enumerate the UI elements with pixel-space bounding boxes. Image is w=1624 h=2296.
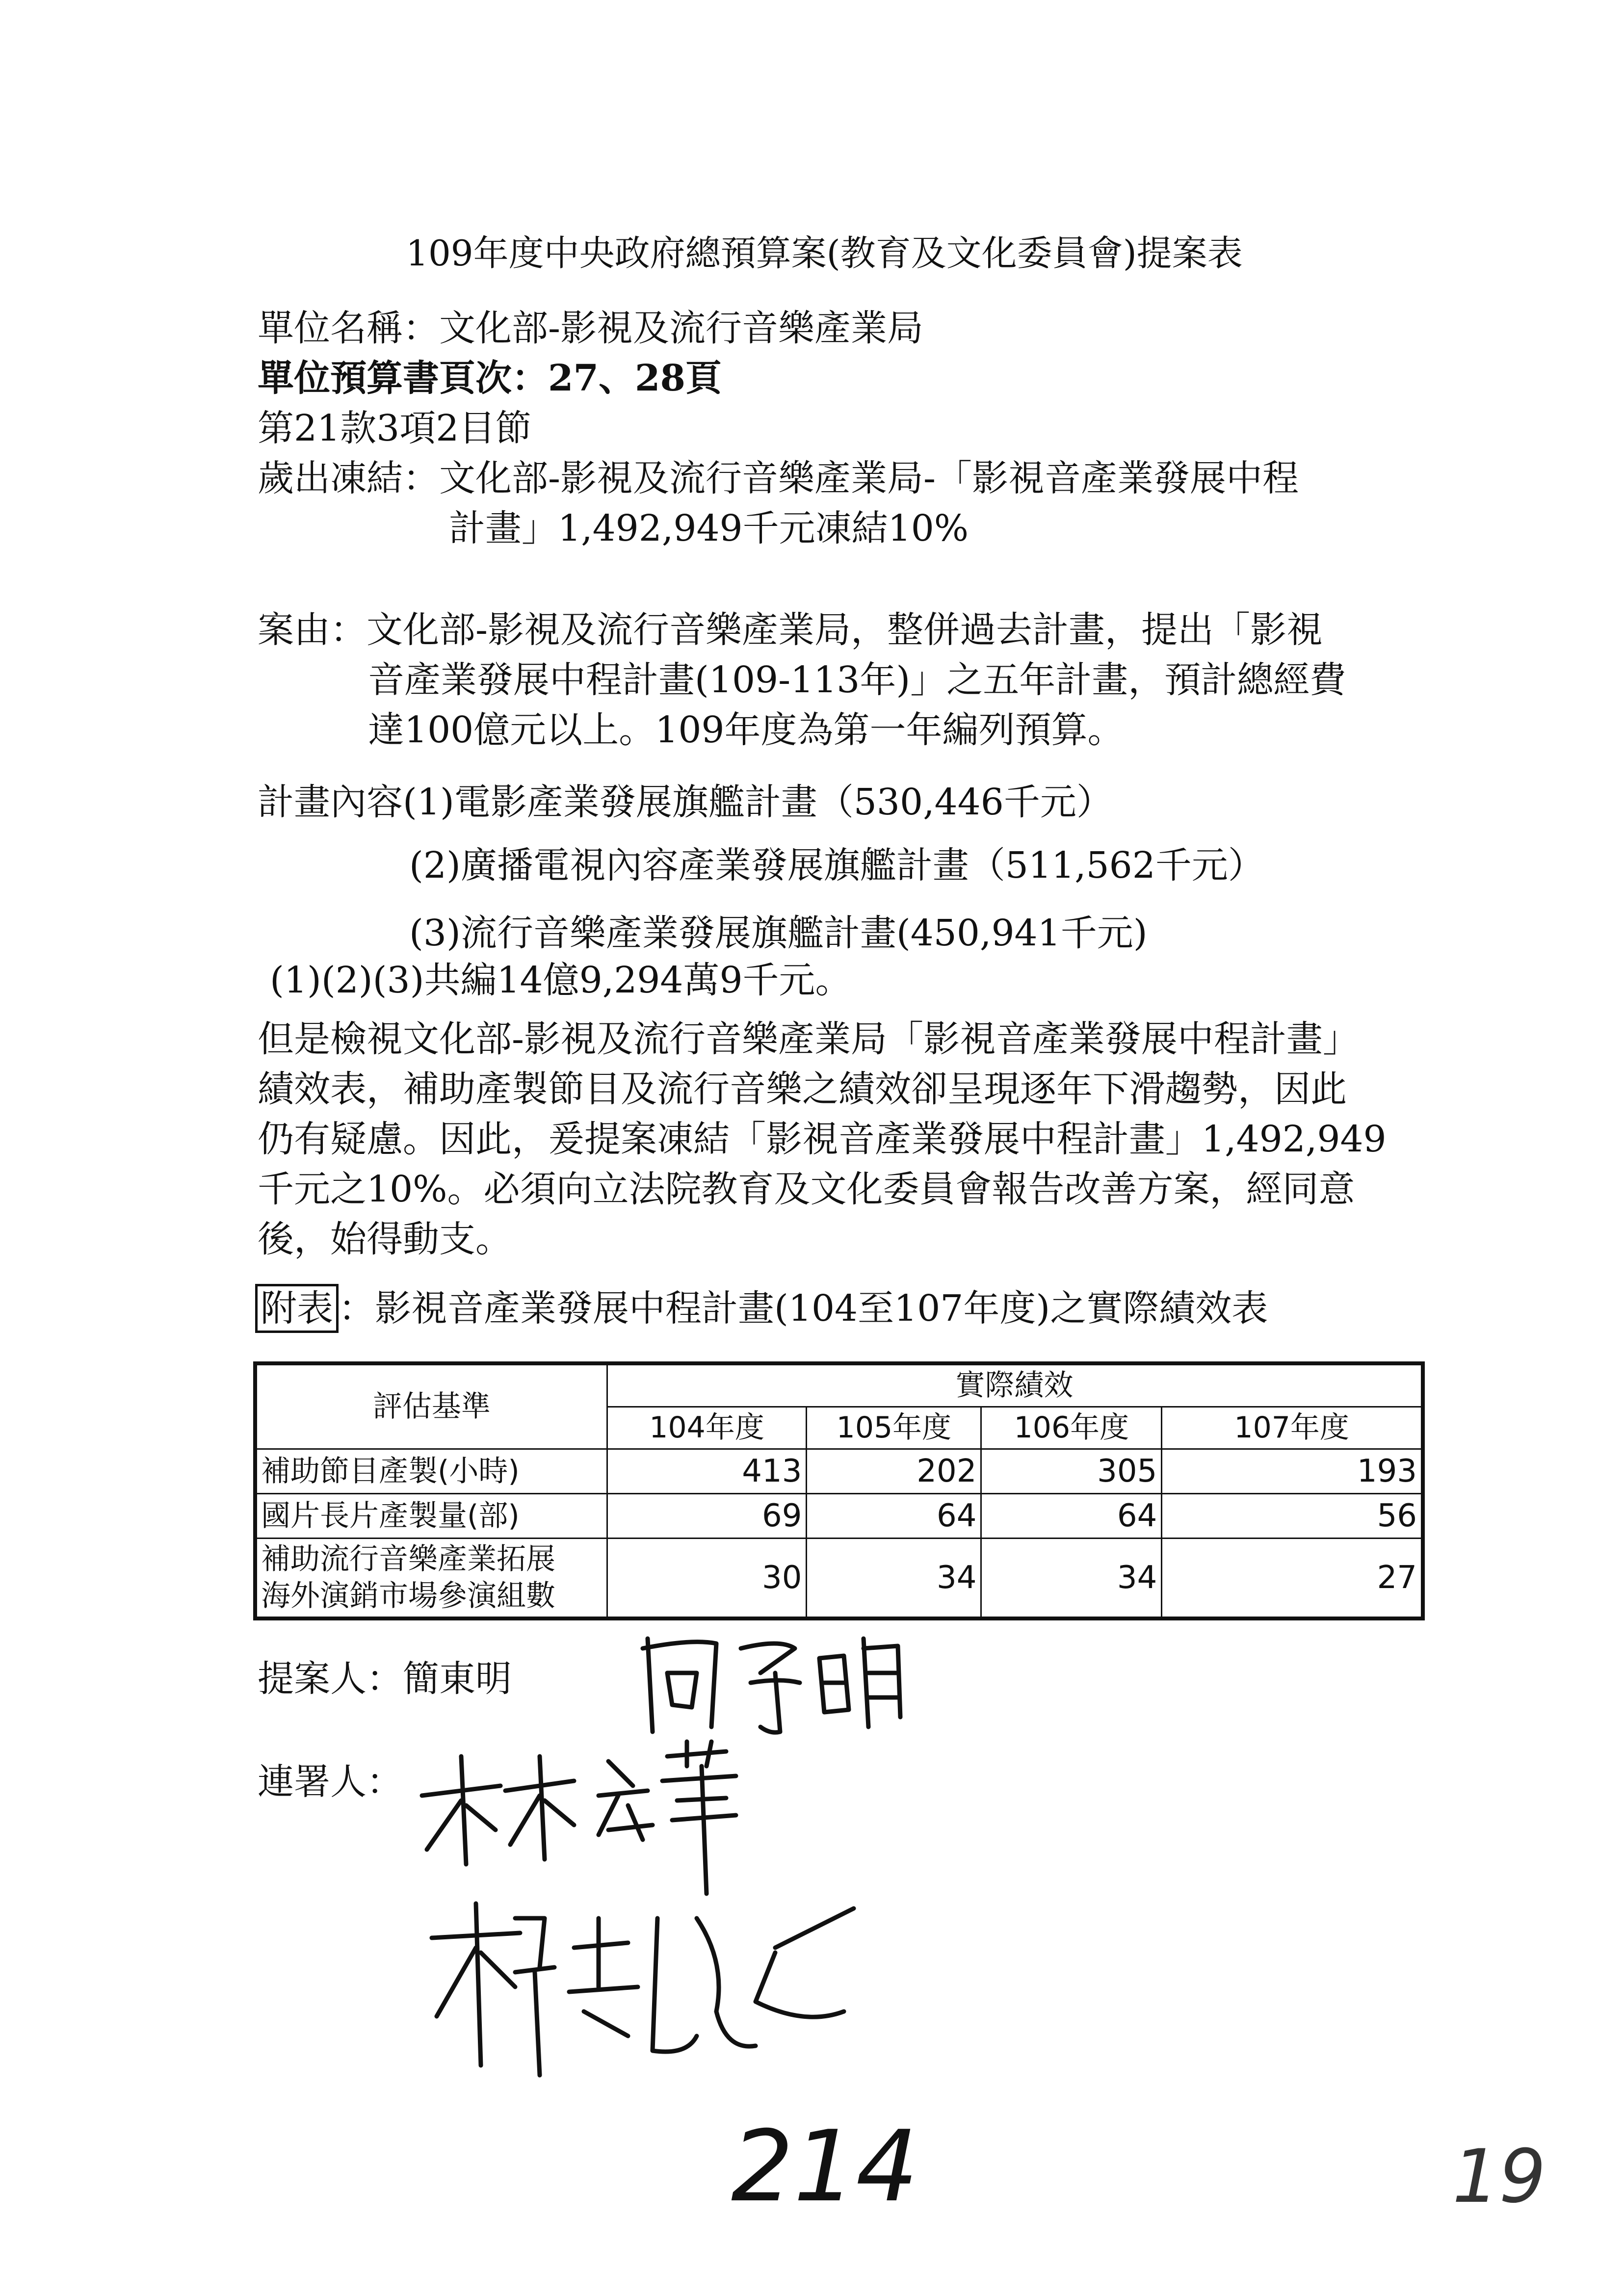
table-row — [255, 1539, 1423, 1619]
row-label: 國片長片產製量(部) — [255, 1494, 607, 1539]
plan-total: (1)(2)(3)共編14億9,294萬9千元。 — [270, 959, 852, 1001]
table-row — [255, 1494, 1423, 1539]
proposer-signature — [633, 1619, 908, 1747]
budget-section: 第21款3項2目節 — [258, 407, 532, 449]
table-row — [255, 1449, 1423, 1494]
cell-value: 69 — [607, 1494, 807, 1539]
row-label-line-1: 補助流行音樂產業拓展 — [261, 1542, 555, 1576]
appendix-caption-text: ：影視音產業發展中程計畫(104至107年度)之實際績效表 — [339, 1287, 1268, 1330]
body-line-5: 後，始得動支。 — [258, 1218, 512, 1260]
reason-line-3: 達100億元以上。109年度為第一年編列預算。 — [368, 709, 1124, 751]
freeze-line-1: 歲出凍結：文化部-影視及流行音樂產業局-「影視音產業發展中程 — [258, 457, 1299, 499]
cosigners-label: 連署人： — [258, 1761, 403, 1803]
cosigner-signature-1 — [412, 1737, 765, 1899]
handwritten-page-number: 214 — [731, 2110, 918, 2224]
proposer: 提案人：簡東明 — [258, 1658, 512, 1700]
cell-value: 413 — [607, 1449, 807, 1494]
year-header: 107年度 — [1162, 1407, 1423, 1449]
cell-value: 64 — [981, 1494, 1162, 1539]
handwritten-corner-number: 19 — [1452, 2134, 1546, 2219]
performance-table — [253, 1361, 1425, 1620]
reason-line-2: 音產業發展中程計畫(109-113年)」之五年計畫，預計總經費 — [368, 659, 1346, 701]
cell-value: 305 — [981, 1449, 1162, 1494]
cell-value: 30 — [607, 1539, 807, 1619]
unit-name: 單位名稱：文化部-影視及流行音樂產業局 — [258, 307, 924, 349]
appendix-tag: 附表 — [255, 1284, 339, 1333]
row-label: 補助節目產製(小時) — [255, 1449, 607, 1494]
year-header: 105年度 — [807, 1407, 981, 1449]
budget-pages: 單位預算書頁次：27、28頁 — [258, 357, 722, 399]
table-header-row — [255, 1363, 1423, 1407]
cell-value: 56 — [1162, 1494, 1423, 1539]
body-line-1: 但是檢視文化部-影視及流行音樂產業局「影視音產業發展中程計畫」 — [258, 1018, 1360, 1060]
row-label-line-2: 海外演銷市場參演組數 — [261, 1579, 555, 1613]
plan-line-1: 計畫內容(1)電影產業發展旗艦計畫（530,446千元） — [258, 781, 1113, 823]
cell-value: 34 — [981, 1539, 1162, 1619]
cell-value: 27 — [1162, 1539, 1423, 1619]
cell-value: 202 — [807, 1449, 981, 1494]
cosigner-signature-2 — [422, 1889, 864, 2095]
plan-line-2: (2)廣播電視內容產業發展旗艦計畫（511,562千元） — [409, 844, 1264, 887]
cell-value: 64 — [807, 1494, 981, 1539]
row-label — [255, 1539, 607, 1619]
criteria-header: 評估基準 — [255, 1363, 607, 1449]
body-line-4: 千元之10%。必須向立法院教育及文化委員會報告改善方案，經同意 — [258, 1168, 1355, 1210]
document-title: 109年度中央政府總預算案(教育及文化委員會)提案表 — [406, 233, 1243, 274]
appendix-caption — [255, 1287, 1268, 1330]
body-line-3: 仍有疑慮。因此，爰提案凍結「影視音產業發展中程計畫」1,492,949 — [258, 1118, 1387, 1160]
freeze-line-2: 計畫」1,492,949千元凍結10% — [449, 507, 969, 549]
cell-value: 34 — [807, 1539, 981, 1619]
year-header: 104年度 — [607, 1407, 807, 1449]
body-line-2: 績效表，補助產製節目及流行音樂之績效卻呈現逐年下滑趨勢，因此 — [258, 1068, 1347, 1110]
plan-line-3: (3)流行音樂產業發展旗艦計畫(450,941千元) — [409, 912, 1148, 954]
year-header: 106年度 — [981, 1407, 1162, 1449]
group-header: 實際績效 — [607, 1363, 1423, 1407]
cell-value: 193 — [1162, 1449, 1423, 1494]
reason-line-1: 案由：文化部-影視及流行音樂產業局，整併過去計畫，提出「影視 — [258, 609, 1323, 651]
